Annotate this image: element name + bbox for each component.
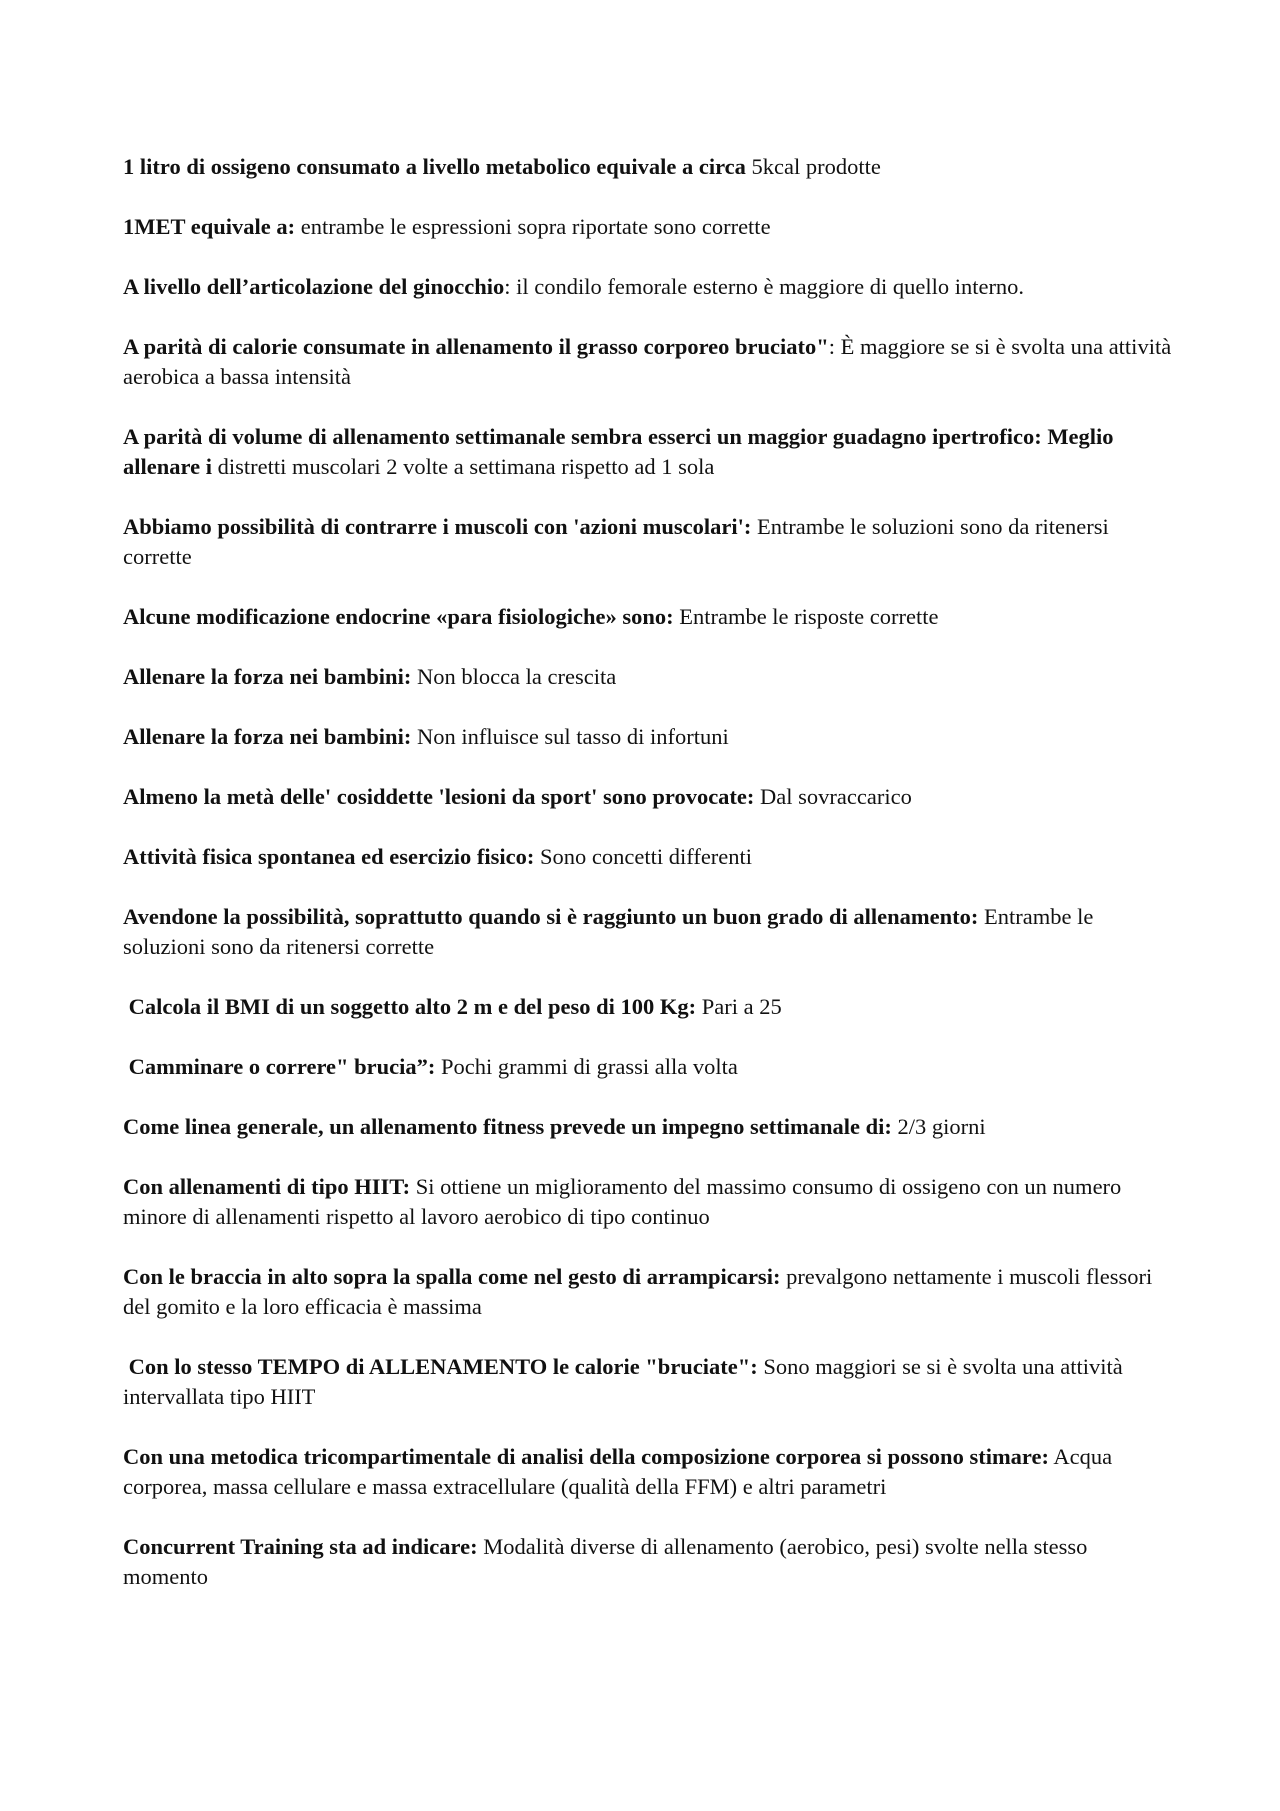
qa-item-14	[123, 1052, 1177, 1082]
answer: 5kcal prodotte	[745, 154, 881, 179]
answer: : È maggiore se si è svolta una attività aerobica a bassa intensità	[123, 334, 1177, 389]
answer: : il condilo femorale esterno è maggiore di quello interno.	[504, 274, 1025, 299]
answer: Entrambe le soluzioni sono da ritenersi corrette	[123, 514, 1115, 569]
qa-item-4	[123, 332, 1177, 392]
qa-item-3	[123, 272, 1177, 302]
answer: Si ottiene un miglioramento del massimo consumo di ossigeno con un numero minore di allenamenti rispetto al lavoro aerobico di tipo continuo	[123, 1174, 1127, 1229]
question: Camminare o correre" brucia”:	[123, 1054, 436, 1079]
question: Con una metodica tricompartimentale di analisi della composizione corporea si possono stimare:	[123, 1444, 1049, 1469]
qa-item-18	[123, 1352, 1177, 1412]
answer: prevalgono nettamente i muscoli flessori del gomito e la loro efficacia è massima	[123, 1264, 1158, 1319]
question: Avendone la possibilità, soprattutto quando si è raggiunto un buon grado di allenamento:	[123, 904, 979, 929]
qa-item-9	[123, 722, 1177, 752]
answer: 2/3 giorni	[891, 1114, 986, 1139]
answer: Dal sovraccarico	[754, 784, 912, 809]
question: Allenare la forza nei bambini:	[123, 724, 412, 749]
answer: entrambe le espressioni sopra riportate sono corrette	[295, 214, 771, 239]
question: A parità di volume di allenamento settimanale sembra esserci un maggior guadagno ipertrofico: Meglio allenare i	[123, 424, 1120, 479]
qa-item-7	[123, 602, 1177, 632]
question: 1 litro di ossigeno consumato a livello metabolico equivale a circa	[123, 154, 746, 179]
question: Concurrent Training sta ad indicare:	[123, 1534, 478, 1559]
qa-item-8	[123, 662, 1177, 692]
question: 1MET equivale a:	[123, 214, 296, 239]
question: A livello dell’articolazione del ginocchio	[123, 274, 505, 299]
qa-item-16	[123, 1172, 1177, 1232]
qa-item-2	[123, 212, 1177, 242]
question: Alcune modificazione endocrine «para fisiologiche» sono:	[123, 604, 674, 629]
question: Attività fisica spontanea ed esercizio fisico:	[123, 844, 535, 869]
qa-item-11	[123, 842, 1177, 872]
document-page	[123, 152, 1177, 1622]
question: Come linea generale, un allenamento fitness prevede un impegno settimanale di:	[123, 1114, 892, 1139]
qa-item-19	[123, 1442, 1177, 1502]
answer: Pari a 25	[696, 994, 782, 1019]
answer: Sono maggiori se si è svolta una attività intervallata tipo HIIT	[123, 1354, 1129, 1409]
answer: Acqua corporea, massa cellulare e massa extracellulare (qualità della FFM) e altri parametri	[123, 1444, 1118, 1499]
qa-item-5	[123, 422, 1177, 482]
qa-item-20	[123, 1532, 1177, 1592]
answer: distretti muscolari 2 volte a settimana rispetto ad 1 sola	[211, 454, 715, 479]
qa-item-13	[123, 992, 1177, 1022]
qa-item-6	[123, 512, 1177, 572]
qa-item-10	[123, 782, 1177, 812]
answer: Non influisce sul tasso di infortuni	[411, 724, 729, 749]
answer: Modalità diverse di allenamento (aerobico, pesi) svolte nella stesso momento	[123, 1534, 1094, 1589]
qa-item-15	[123, 1112, 1177, 1142]
answer: Sono concetti differenti	[534, 844, 753, 869]
qa-item-1	[123, 152, 1177, 182]
question: Con lo stesso TEMPO di ALLENAMENTO le calorie "bruciate":	[123, 1354, 758, 1379]
question: Abbiamo possibilità di contrarre i muscoli con 'azioni muscolari':	[123, 514, 752, 539]
question: A parità di calorie consumate in allenamento il grasso corporeo bruciato"	[123, 334, 829, 359]
question: Con le braccia in alto sopra la spalla come nel gesto di arrampicarsi:	[123, 1264, 781, 1289]
answer: Entrambe le risposte corrette	[673, 604, 939, 629]
qa-item-17	[123, 1262, 1177, 1322]
question: Almeno la metà delle' cosiddette 'lesioni da sport' sono provocate:	[123, 784, 755, 809]
question: Calcola il BMI di un soggetto alto 2 m e del peso di 100 Kg:	[123, 994, 697, 1019]
answer: Pochi grammi di grassi alla volta	[435, 1054, 738, 1079]
question: Con allenamenti di tipo HIIT:	[123, 1174, 411, 1199]
qa-item-12	[123, 902, 1177, 962]
answer: Non blocca la crescita	[411, 664, 617, 689]
question: Allenare la forza nei bambini:	[123, 664, 412, 689]
answer: Entrambe le soluzioni sono da ritenersi corrette	[123, 904, 1099, 959]
